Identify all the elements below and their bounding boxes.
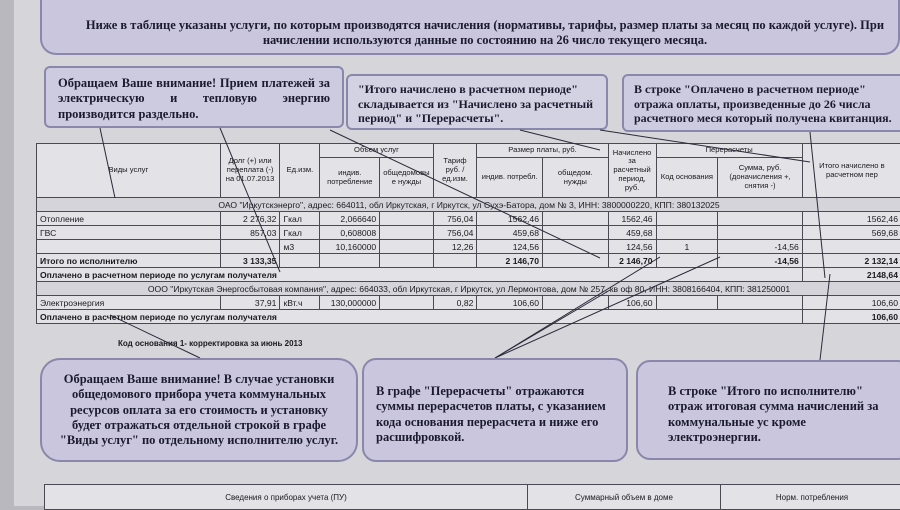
header-volume-common: общедомовы е нужды [380,158,433,198]
cell-sum: -14,56 [718,240,803,254]
cell-volume: 10,160000 [320,240,380,254]
cell-service: Электроэнергия [37,296,221,310]
cell-debt: 37,91 [220,296,280,310]
cell-volume-common [380,212,433,226]
paid-total: 2148,64 [802,268,900,282]
cell-pay-common [542,296,608,310]
cell-volume: 2,066640 [320,212,380,226]
callout-meter-install: Обращаем Ваше внимание! В случае установки общедомового прибора учета коммунальных ресурсов оплата за его стоимость и установку будет отражаться отдельной строкой в графе "Виды услуг" по отдельному исполнителю услуг. [40,358,358,462]
cell-pay-common [542,240,608,254]
cell-service: ГВС [37,226,221,240]
paid-total: 106,60 [802,310,900,324]
header-volume: Объем услуг [320,144,433,158]
cell-tariff: 0,82 [433,296,477,310]
cell-unit: м3 [280,240,320,254]
table-row [37,296,900,310]
header-recalc-code: Код основания [656,158,718,198]
provider-row: ОАО "Иркутскэнерго", адрес: 664011, обл Иркутская, г Иркутск, ул Сухэ-Батора, дом № 3, ИНН: 3800000220, КПП: 380132025 [37,198,900,212]
header-volume-ind: индив. потребление [320,158,380,198]
subtotal-pay: 2 146,70 [477,254,543,268]
cell-tariff: 756,04 [433,212,477,226]
header-recalc-sum: Сумма, руб. (доначисления +, снятия -) [718,158,803,198]
cell-volume-common [380,240,433,254]
cell-sum [718,296,803,310]
meter-table [44,484,900,510]
subtotal-sum: -14,56 [718,254,803,268]
cell-pay: 106,60 [477,296,543,310]
cell-code [656,212,718,226]
cell-accrued: 106,60 [608,296,656,310]
header-services: Виды услуг [37,144,221,198]
cell-code: 1 [656,240,718,254]
header-accrued: Начислено за расчетный период, руб. [608,144,656,198]
callout-paid-row: В строке "Оплачено в расчетном периоде" отража оплаты, произведенные до 26 числа расчетного меся который получена квитанция. [622,74,900,132]
cell-pay: 459,68 [477,226,543,240]
cell-accrued: 1562,46 [608,212,656,226]
subtotal-label: Итого по исполнителю [37,254,221,268]
cell-tariff: 12,26 [433,240,477,254]
cell-total: 569,68 [802,226,900,240]
cell-sum [718,212,803,226]
paid-row [37,268,900,282]
paid-label: Оплачено в расчетном периоде по услугам получателя [37,310,803,324]
cell-volume: 0,608008 [320,226,380,240]
cell-tariff: 756,04 [433,226,477,240]
cell-service [37,240,221,254]
cell-service: Отопление [37,212,221,226]
header-unit: Ед.изм. [280,144,320,198]
cell-volume: 130,000000 [320,296,380,310]
cell-unit: кВт.ч [280,296,320,310]
callout-recalc-column: В графе "Перерасчеты" отражаются суммы перерасчетов платы, с указанием кода основания перерасчета и ниже его расшифровкой. [362,358,628,462]
cell-total: 1562,46 [802,212,900,226]
callout-total-accrued: "Итого начислено в расчетном периоде" складывается из "Начислено за расчетный период" и "Перерасчеты". [346,74,608,130]
meter-header-norm: Норм. потребления [721,485,900,510]
cell-debt: 2 276,32 [220,212,280,226]
table-row [37,240,900,254]
header-recalc: Перерасчеты [656,144,802,158]
cell-pay-common [542,226,608,240]
cell-pay-common [542,212,608,226]
subtotal-total: 2 132,14 [802,254,900,268]
provider-row: ООО "Иркутская Энергосбытовая компания", адрес: 664033, обл Иркутская, г Иркутск, ул Лермонтова, дом № 257, кв оф 80, ИНН: 3808166404, КПП: 381250001 [37,282,900,296]
table-row [37,226,900,240]
cell-volume-common [380,226,433,240]
header-debt: Долг (+) или переплата (-) на 01.07.2013 [220,144,280,198]
cell-volume-common [380,296,433,310]
subtotal-accrued: 2 146,70 [608,254,656,268]
header-total: Итого начислено в расчетном пер [802,144,900,198]
table-row [37,212,900,226]
paid-row [37,310,900,324]
meter-header-volume: Суммарный объем в доме [528,485,721,510]
callout-payment-separate: Обращаем Ваше внимание! Прием платежей за электрическую и тепловую энергию производится раздельно. [44,66,344,128]
subtotal-row [37,254,900,268]
cell-pay: 124,56 [477,240,543,254]
cell-total: 106,60 [802,296,900,310]
charges-table [36,143,900,324]
cell-debt [220,240,280,254]
cell-code [656,226,718,240]
cell-unit: Гкал [280,226,320,240]
header-payment: Размер платы, руб. [477,144,608,158]
cell-accrued: 459,68 [608,226,656,240]
cell-code [656,296,718,310]
meter-header-devices: Сведения о приборах учета (ПУ) [45,485,528,510]
recalc-code-note: Код основания 1- корректировка за июнь 2013 [118,339,302,348]
cell-pay: 1562,46 [477,212,543,226]
paid-label: Оплачено в расчетном периоде по услугам получателя [37,268,803,282]
cell-accrued: 124,56 [608,240,656,254]
header-pay-common: общедом. нужды [542,158,608,198]
header-tariff: Тариф руб. / ед.изм. [433,144,477,198]
cell-unit: Гкал [280,212,320,226]
callout-top-intro: Ниже в таблице указаны услуги, по которым производятся начисления (нормативы, тарифы, размер платы за месяц по каждой услуге). При начислении используются данные по состоянию на 26 число текущего месяца. [40,0,900,55]
subtotal-debt: 3 133,35 [220,254,280,268]
callout-subtotal-row: В строке "Итого по исполнителю" отраж итоговая сумма начислений за коммунальные ус кроме электроэнергии. [636,360,900,460]
cell-debt: 857,03 [220,226,280,240]
header-pay-ind: индив. потребл. [477,158,543,198]
cell-sum [718,226,803,240]
cell-total [802,240,900,254]
